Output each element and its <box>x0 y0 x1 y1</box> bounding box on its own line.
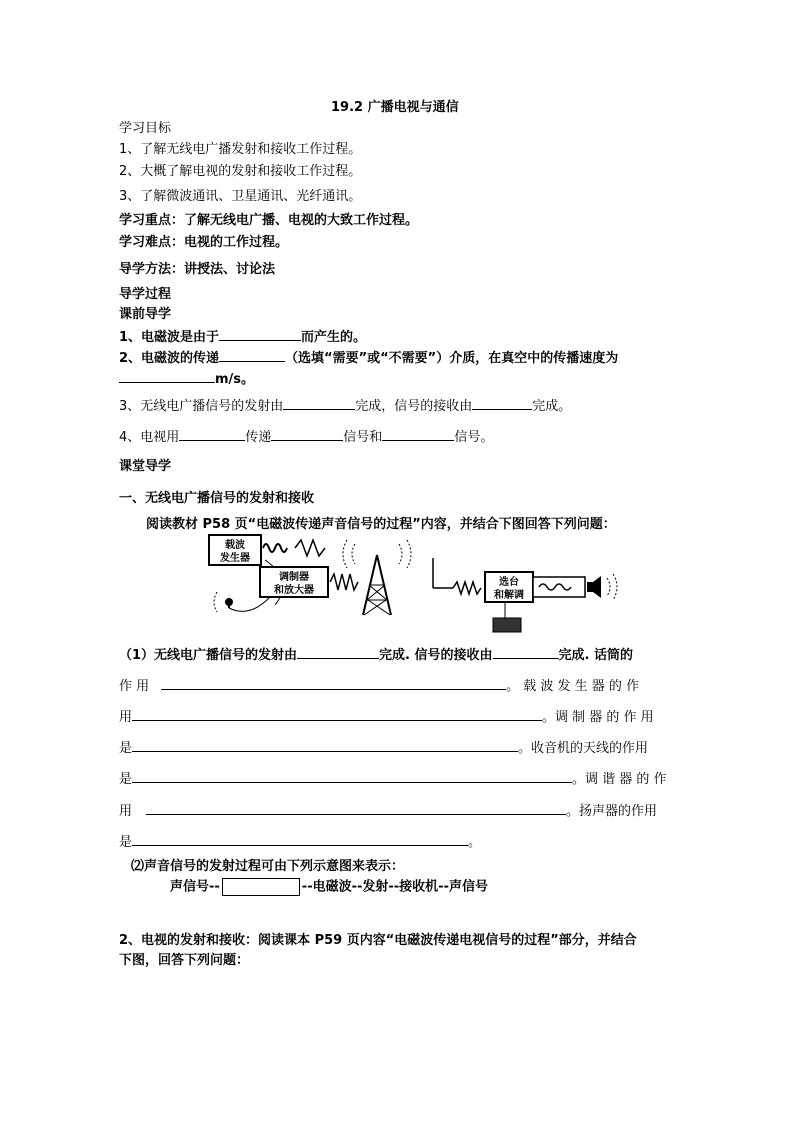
answer-blank[interactable] <box>132 832 468 846</box>
goal-item: 3、了解微波通讯、卫星通讯、光纤通讯。 <box>119 189 362 204</box>
signal-flow: 声信号-- --电磁波--发射--接收机--声信号 <box>170 879 488 895</box>
answer-blank[interactable] <box>297 645 379 659</box>
class-heading: 课堂导学 <box>119 459 172 474</box>
goals-heading: 学习目标 <box>119 121 172 136</box>
answer-blank[interactable] <box>219 348 285 362</box>
section1-heading: 一、无线电广播信号的发射和接收 <box>119 491 315 506</box>
page-title: 19.2 广播电视与通信 <box>331 100 459 115</box>
answer-blank[interactable] <box>382 427 454 441</box>
answer-blank[interactable] <box>132 707 542 721</box>
modulator-label-2: 和放大器 <box>274 585 314 596</box>
answer-blank[interactable] <box>219 327 301 341</box>
answer-blank[interactable] <box>132 738 518 752</box>
q1-line4: 是 。收音机的天线的作用 <box>119 738 648 758</box>
tuner-label-2: 和解调 <box>494 590 524 601</box>
answer-blank[interactable] <box>283 396 355 410</box>
answer-blank[interactable] <box>146 801 566 815</box>
key-point: 学习重点：了解无线电广播、电视的大致工作过程。 <box>119 213 419 228</box>
goal-item: 2、大概了解电视的发射和接收工作过程。 <box>119 164 362 179</box>
process-heading: 导学过程 <box>119 287 172 302</box>
broadcast-diagram <box>205 530 625 640</box>
goal-item: 1、了解无线电广播发射和接收工作过程。 <box>119 142 362 157</box>
pre-q4: 4、电视用 传递 信号和 信号。 <box>119 427 493 447</box>
section2-line1: 2、电视的发射和接收：阅读课本 P59 页内容“电磁波传递电视信号的过程”部分，并结合 <box>119 933 637 948</box>
pre-q1: 1、电磁波是由于 而产生的。 <box>119 327 366 347</box>
carrier-label-2: 发生器 <box>220 553 250 564</box>
answer-blank[interactable] <box>472 396 532 410</box>
difficulty: 学习难点：电视的工作过程。 <box>119 235 289 250</box>
pre-q3: 3、无线电广播信号的发射由 完成，信号的接收由 完成。 <box>119 396 571 416</box>
answer-blank[interactable] <box>271 427 343 441</box>
q1-line2: 作 用 。 载 波 发 生 器 的 作 <box>119 676 639 696</box>
method: 导学方法：讲授法、讨论法 <box>119 262 276 277</box>
q1-line3: 用 。调 制 器 的 作 用 <box>119 707 654 727</box>
q1-line6: 用 。扬声器的作用 <box>119 801 657 821</box>
carrier-label-1: 载波 <box>225 540 245 551</box>
q2-heading: ⑵声音信号的发射过程可由下列示意图来表示： <box>131 859 405 874</box>
section2-line2: 下图，回答下列问题： <box>119 953 250 968</box>
answer-blank[interactable] <box>493 645 559 659</box>
q1-line1: （1）无线电广播信号的发射由 完成. 信号的接收由 完成. 话筒的 <box>119 645 633 665</box>
answer-blank[interactable] <box>119 369 215 383</box>
pre-heading: 课前导学 <box>119 307 172 322</box>
pre-q2: 2、电磁波的传递 （选填“需要”或“不需要”）介质，在真空中的传播速度为 <box>119 348 618 368</box>
answer-blank[interactable] <box>132 769 572 783</box>
flow-blank-box[interactable] <box>222 878 300 896</box>
q1-line7: 是 。 <box>119 832 481 852</box>
read-instruction: 阅读教材 P58 页“电磁波传递声音信号的过程”内容，并结合下图回答下列问题： <box>146 517 616 532</box>
tuner-label-1: 选台 <box>499 577 519 588</box>
q1-line5: 是 。调 谐 器 的 作 <box>119 769 667 789</box>
pre-q2-cont: m/s。 <box>119 369 254 389</box>
answer-blank[interactable] <box>179 427 245 441</box>
modulator-label-1: 调制器 <box>279 572 309 583</box>
answer-blank[interactable] <box>161 676 506 690</box>
